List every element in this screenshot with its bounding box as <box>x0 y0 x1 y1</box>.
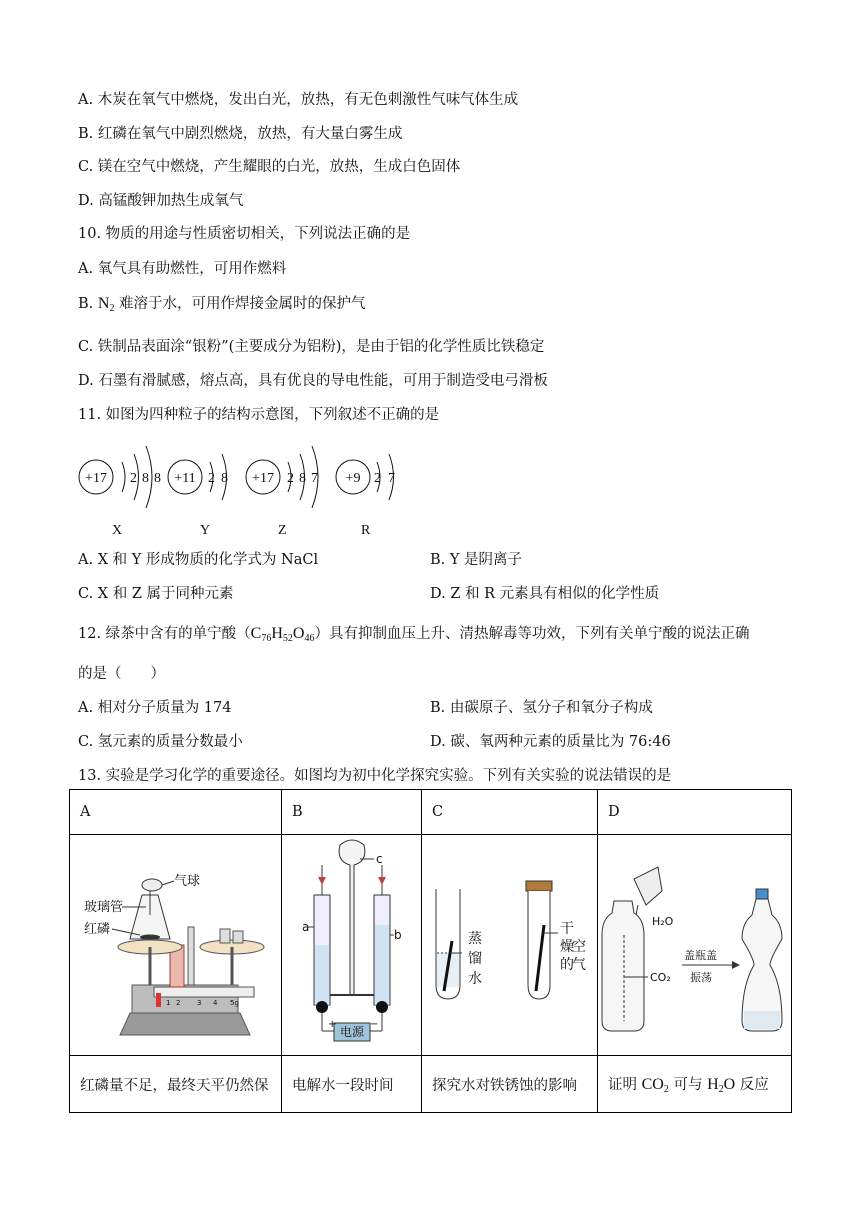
q12-stem <box>78 622 749 644</box>
q10-option-d: D. 石墨有滑腻感，熔点高，具有优良的导电性能，可用于制造受电弓滑板 <box>78 373 548 389</box>
co2-bottle-figure <box>598 835 792 1051</box>
stem-text: ）具有抑制血压上升、清热解毒等功效，下列有关单宁酸的说法正确 <box>314 626 750 642</box>
option-text: 难溶于水，可用作焊接金属时的保护气 <box>114 296 366 312</box>
caption-b: 电解水一段时间 <box>282 1056 422 1113</box>
electron-count: 2 <box>130 471 137 486</box>
formula-element: O <box>292 625 305 642</box>
label-a: a <box>302 920 310 934</box>
caption-d <box>598 1056 792 1113</box>
scale-tick: 4 <box>213 999 218 1007</box>
water-formula: H₂O <box>652 915 674 928</box>
figure-c-cell <box>422 835 598 1056</box>
power-label: 电源 <box>339 1025 365 1039</box>
q11-option-b: B. Y 是阴离子 <box>430 552 523 568</box>
q10-stem: 10. 物质的用途与性质密切相关，下列说法正确的是 <box>78 226 411 242</box>
q11-option-a: A. X 和 Y 形成物质的化学式为 NaCl <box>78 552 319 568</box>
red-phosphorus-label: 红磷 <box>84 922 111 937</box>
particle-structure-diagram <box>70 432 430 542</box>
particle-y <box>168 454 228 538</box>
plus-sign: + <box>328 1019 337 1030</box>
air-label-char: 的 <box>560 957 574 973</box>
cap-bottle-label: 盖瓶盖 <box>684 949 717 962</box>
electron-count: 7 <box>388 471 395 486</box>
electrolysis-figure <box>282 835 422 1051</box>
scale-tick: 3 <box>197 999 202 1007</box>
formula-subscript: 2 <box>663 1084 669 1095</box>
electron-count: 8 <box>142 471 149 486</box>
caption-text: 可与 <box>668 1077 708 1093</box>
formula-element: H <box>707 1076 719 1093</box>
iron-rust-figure <box>422 835 598 1051</box>
figure-b-cell <box>282 835 422 1056</box>
caption-text: 证明 <box>608 1077 642 1093</box>
option-prefix: B. <box>78 296 98 312</box>
caption-c: 探究水对铁锈蚀的影响 <box>422 1056 598 1113</box>
water-label-char: 馏 <box>468 951 482 967</box>
nucleus-charge: +11 <box>174 471 196 486</box>
nucleus-charge: +9 <box>345 471 361 486</box>
formula-co2 <box>642 1076 669 1093</box>
co2-formula: CO₂ <box>650 971 671 984</box>
formula-element: N <box>97 295 110 312</box>
particle-label: R <box>361 523 371 538</box>
particle-r <box>336 454 395 538</box>
caption-text: 反应 <box>735 1077 769 1093</box>
air-label-char: 燥 <box>560 939 574 955</box>
formula-element: C <box>250 625 262 642</box>
nucleus-charge: +17 <box>85 471 107 486</box>
water-label-char: 水 <box>468 971 482 987</box>
q13-experiment-table <box>69 789 792 1113</box>
shake-label: 振荡 <box>690 971 712 984</box>
formula-element: O <box>723 1076 736 1093</box>
electron-count: 8 <box>154 471 161 486</box>
caption-a: 红磷量不足，最终天平仍然保 <box>70 1056 282 1113</box>
scale-tick: 2 <box>176 999 181 1007</box>
q10-option-c: C. 铁制品表面涂“银粉”(主要成分为铝粉)，是由于铝的化学性质比铁稳定 <box>78 339 545 355</box>
column-header-c: C <box>422 790 598 835</box>
balloon-label: 气球 <box>174 874 201 889</box>
figure-a-cell <box>70 835 282 1056</box>
column-header-d: D <box>598 790 792 835</box>
figure-d-cell <box>598 835 792 1056</box>
column-header-a: A <box>70 790 282 835</box>
q12-option-a: A. 相对分子质量为 174 <box>78 700 232 716</box>
q12-option-d: D. 碳、氧两种元素的质量比为 76:46 <box>430 734 671 750</box>
q9-option-a: A. 木炭在氧气中燃烧，发出白光，放热，有无色刺激性气味气体生成 <box>78 92 519 108</box>
formula-subscript: 46 <box>304 633 315 644</box>
q13-stem: 13. 实验是学习化学的重要途径。如图均为初中化学探究实验。下列有关实验的说法错误的是 <box>78 768 672 784</box>
scale-tick: 1 <box>166 999 171 1007</box>
q12-option-c: C. 氢元素的质量分数最小 <box>78 734 243 750</box>
water-label-char: 蒸 <box>468 931 482 947</box>
formula-subscript: 76 <box>261 633 272 644</box>
q11-option-d: D. Z 和 R 元素具有相似的化学性质 <box>430 586 660 602</box>
formula-tannic-acid <box>251 625 315 642</box>
air-label-char: 空 <box>572 939 586 955</box>
formula-subscript: 52 <box>282 633 293 644</box>
nucleus-charge: +17 <box>252 471 274 486</box>
formula-subscript: 2 <box>109 303 115 314</box>
q12-option-b: B. 由碳原子、氢分子和氧分子构成 <box>430 700 653 716</box>
label-b: b <box>394 928 402 942</box>
air-label-char: 干 <box>560 921 574 937</box>
glass-tube-label: 玻璃管 <box>84 900 124 915</box>
electron-count: 8 <box>221 471 228 486</box>
particle-label: Y <box>200 523 211 538</box>
particle-x <box>79 446 161 538</box>
balance-phosphorus-figure <box>70 835 282 1051</box>
scale-tick: 5g <box>230 999 239 1007</box>
formula-element: H <box>271 625 283 642</box>
q9-option-c: C. 镁在空气中燃烧，产生耀眼的白光，放热，生成白色固体 <box>78 159 461 175</box>
q9-option-d: D. 高锰酸钾加热生成氧气 <box>78 193 244 209</box>
formula-subscript: 2 <box>718 1084 724 1095</box>
formula-h2o <box>707 1076 735 1093</box>
q12-stem-continued: 的是（ ） <box>78 666 165 682</box>
particle-label: Z <box>278 523 287 538</box>
q10-option-b <box>78 292 366 314</box>
particle-z <box>246 446 318 538</box>
q9-option-b: B. 红磷在氧气中剧烈燃烧，放热，有大量白雾生成 <box>78 126 403 142</box>
electron-count: 8 <box>299 471 306 486</box>
q11-option-c: C. X 和 Z 属于同种元素 <box>78 586 234 602</box>
formula-n2 <box>98 295 115 312</box>
electron-count: 7 <box>311 471 318 486</box>
q11-stem: 11. 如图为四种粒子的结构示意图，下列叙述不正确的是 <box>78 407 440 423</box>
particle-label: X <box>112 523 123 538</box>
column-header-b: B <box>282 790 422 835</box>
minus-sign: − <box>370 1019 379 1030</box>
stem-text: 12. 绿茶中含有的单宁酸（ <box>78 626 251 642</box>
electron-count: 2 <box>287 471 294 486</box>
q10-option-a: A. 氧气具有助燃性，可用作燃料 <box>78 261 287 277</box>
electron-count: 2 <box>208 471 215 486</box>
electron-count: 2 <box>374 471 381 486</box>
air-label-char: 气 <box>572 957 586 973</box>
label-c: c <box>376 852 383 866</box>
formula-element: CO <box>641 1076 664 1093</box>
